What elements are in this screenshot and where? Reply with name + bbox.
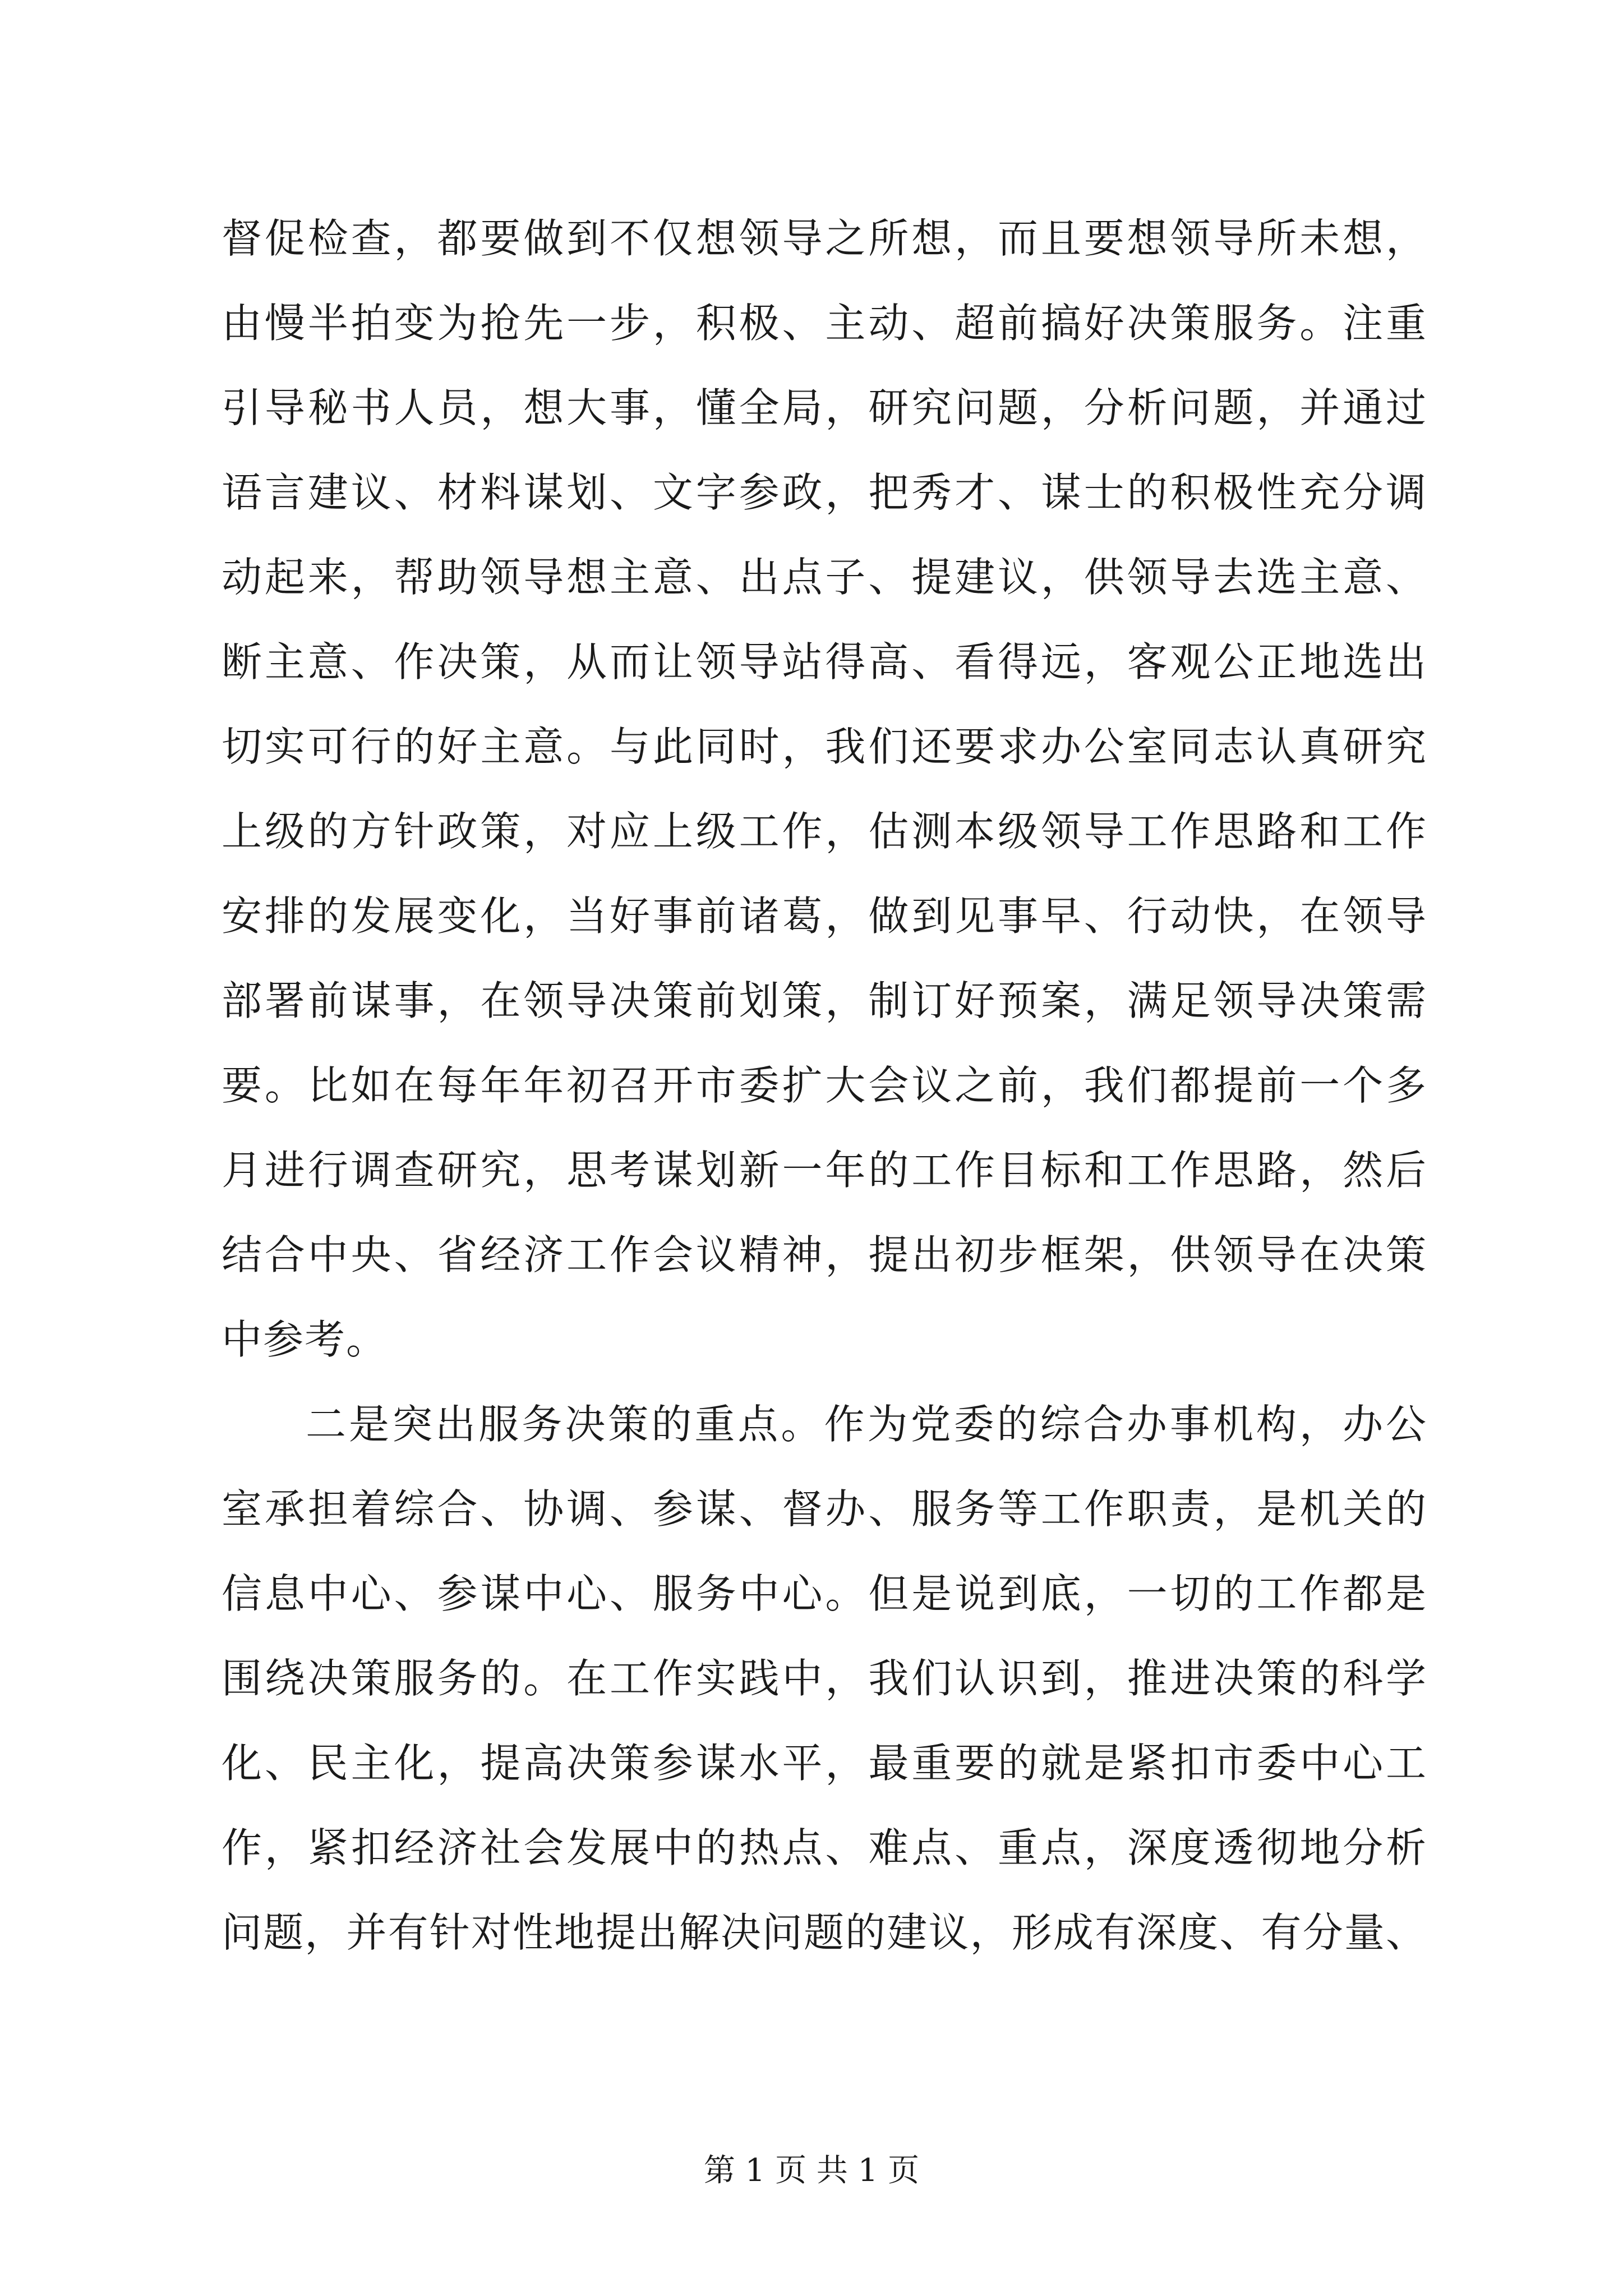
text-line: 上级的方针政策，对应上级工作，估测本级领导工作思路和工作: [222, 808, 1427, 855]
text-line: 信息中心、参谋中心、服务中心。但是说到底，一切的工作都是: [222, 1570, 1427, 1617]
text-line: 引导秘书人员，想大事，懂全局，研究问题，分析问题，并通过: [222, 384, 1427, 431]
text-line: 围绕决策服务的。在工作实践中，我们认识到，推进决策的科学: [222, 1655, 1427, 1702]
text-line: 动起来，帮助领导想主意、出点子、提建议，供领导去选主意、: [222, 554, 1427, 601]
text-line: 部署前谋事，在领导决策前划策，制订好预案，满足领导决策需: [222, 977, 1427, 1024]
text-line: 安排的发展变化，当好事前诸葛，做到见事早、行动快，在领导: [222, 892, 1427, 940]
text-line: 作，紧扣经济社会发展中的热点、难点、重点，深度透彻地分析: [222, 1824, 1427, 1871]
text-line: 要。比如在每年年初召开市委扩大会议之前，我们都提前一个多: [222, 1062, 1427, 1109]
text-line-paragraph-end: 中参考。: [222, 1316, 388, 1363]
text-line: 由慢半拍变为抢先一步，积极、主动、超前搞好决策服务。注重: [222, 300, 1427, 347]
body-text: [222, 196, 1427, 1975]
text-line: 断主意、作决策，从而让领导站得高、看得远，客观公正地选出: [222, 638, 1427, 685]
text-line: 切实可行的好主意。与此同时，我们还要求办公室同志认真研究: [222, 723, 1427, 770]
text-line-paragraph-start: 二是突出服务决策的重点。作为党委的综合办事机构，办公: [306, 1401, 1427, 1448]
text-line: 结合中央、省经济工作会议精神，提出初步框架，供领导在决策: [222, 1231, 1427, 1278]
text-line: 月进行调查研究，思考谋划新一年的工作目标和工作思路，然后: [222, 1147, 1427, 1194]
text-line: 督促检查，都要做到不仅想领导之所想，而且要想领导所未想，: [222, 215, 1427, 262]
text-line: 化、民主化，提高决策参谋水平，最重要的就是紧扣市委中心工: [222, 1740, 1427, 1787]
text-line: 问题，并有针对性地提出解决问题的建议，形成有深度、有分量、: [222, 1909, 1427, 1956]
page-footer: 第 1 页 共 1 页: [703, 2152, 920, 2189]
text-line: 室承担着综合、协调、参谋、督办、服务等工作职责，是机关的: [222, 1485, 1427, 1533]
text-line: 语言建议、材料谋划、文字参政，把秀才、谋士的积极性充分调: [222, 469, 1427, 516]
